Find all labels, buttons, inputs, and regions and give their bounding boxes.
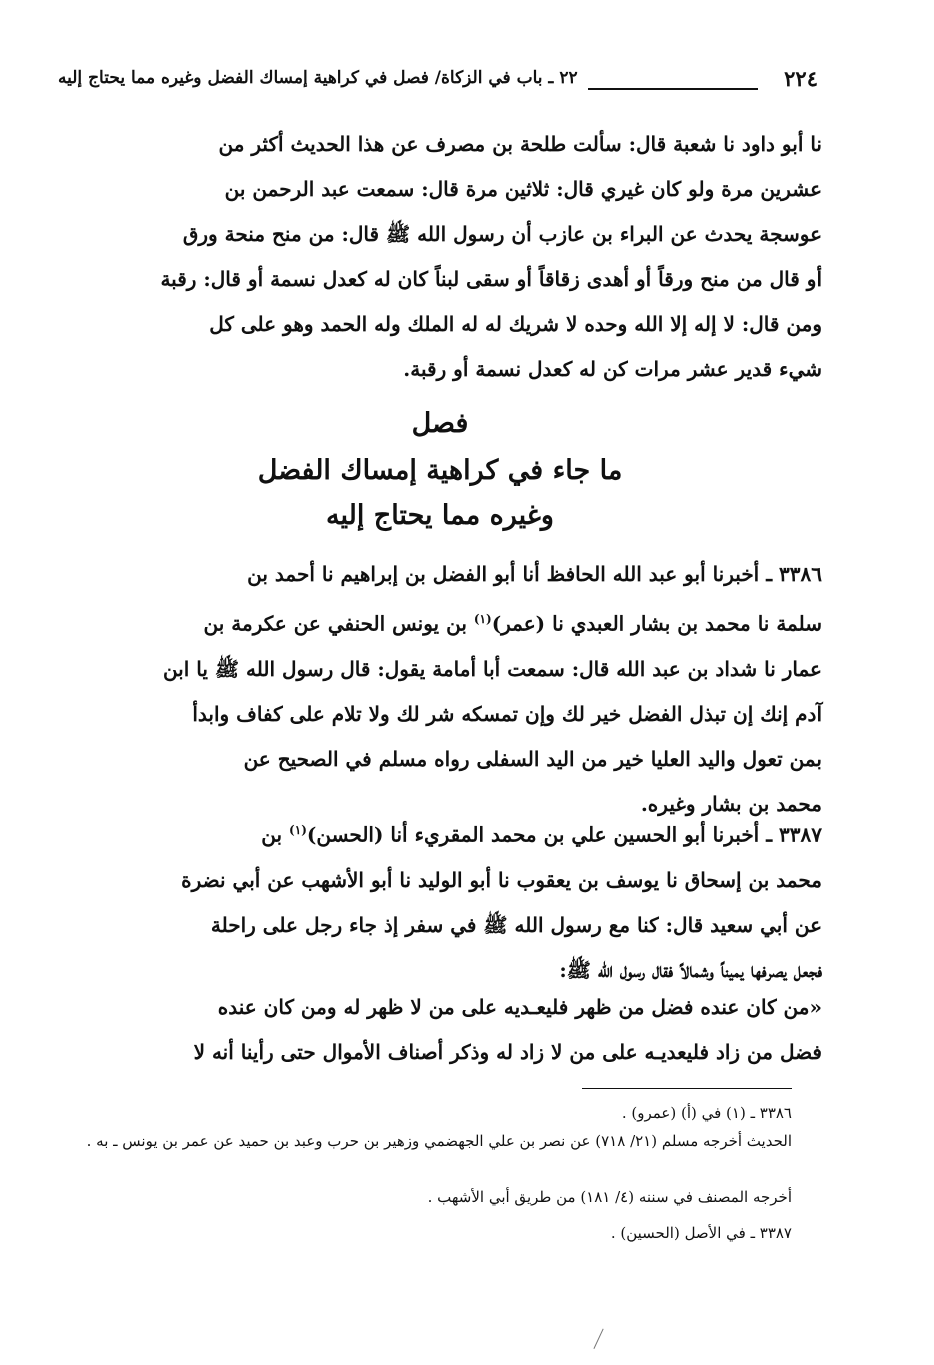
footnote-3386-source [80, 1128, 814, 1154]
footnote-marker: (١) [289, 823, 307, 837]
text-run: ـ أخبرنا أبو الحسين علي بن محمد المقريء أنا (الحسن) [306, 822, 773, 847]
hadith-3386 [58, 552, 822, 827]
running-title: ٢٢ ـ باب في الزكاة/ فصل في كراهية إمساك الفضل وغيره مما يحتاج إليه [58, 68, 578, 88]
top-paragraph [58, 122, 822, 392]
text-line: آدم إنك إن تبذل الفضل خير لك وإن تمسكه شر لك ولا تلام على كفاف وابدأ [192, 701, 822, 726]
text-line: محمد بن بشار وغيره. [640, 791, 822, 816]
footnote-3386-1 [80, 1100, 792, 1126]
text-line: فجعل يصرفها يميناً وشمالاً فقال رسول الله ﷺ: [559, 957, 822, 982]
text-line: أو قال من منح ورقاً أو أهدى زقاقاً أو سقى لبناً كان له كعدل نسمة أو قال: رقبة [160, 267, 822, 291]
text-run: بن [261, 822, 283, 847]
scan-mark [593, 1329, 604, 1350]
text-line: ومن قال: لا إله إلا الله وحده لا شريك له له الملك وله الحمد وهو على كل [209, 312, 822, 336]
footnote-3386-author [80, 1184, 814, 1210]
text-line: «من كان عنده فضل من ظهر فليعـديه على من لا ظهر له ومن كان عنده [217, 995, 822, 1019]
hadith-number: ٣٣٨٦ [779, 562, 822, 586]
text-line [58, 808, 822, 858]
section-heading: فصل [411, 408, 469, 439]
quote-paragraph [58, 985, 822, 1075]
footnote-rule [582, 1088, 792, 1089]
text-line: فضل من زاد فليعديـه على من لا زاد له وذكر أصناف الأموال حتى رأينا أنه لا [193, 1040, 822, 1064]
section-title: ما جاء في كراهية إمساك الفضل [257, 455, 623, 486]
text-line [58, 597, 822, 647]
text-line: محمد بن إسحاق نا يوسف بن يعقوب نا أبو الوليد نا أبو الأشهب عن أبي نضرة [181, 867, 822, 892]
text-run: ـ أخبرنا أبو عبد الله الحافظ أنا أبو الفضل بن إبراهيم نا أحمد بن [247, 562, 773, 586]
section-subtitle: وغيره مما يحتاج إليه [326, 500, 554, 531]
footnote-marker: (١) [473, 612, 492, 626]
text-line: عن أبي سعيد قال: كنا مع رسول الله ﷺ في سفر إذ جاء رجل على راحلة [210, 912, 822, 937]
text-line: عوسجة يحدث عن البراء بن عازب أن رسول الله ﷺ قال: من منح منحة ورق [182, 222, 822, 246]
text-run: بن يونس الحنفي عن عكرمة بن [203, 611, 467, 636]
footnote-text: ٣٣٨٧ ـ في الأصل (الحسين) . [610, 1224, 792, 1242]
text-line [58, 552, 822, 597]
text-line: شيء قدير عشر مرات كن له كعدل نسمة أو رقبة. [403, 357, 822, 381]
footnote-text: الحديث أخرجه مسلم (٢١/ ٧١٨) عن نصر بن علي الجهضمي وزهير بن حرب وعبد بن حميد عن عمر بن يونس ـ به . [86, 1132, 792, 1150]
hadith-3387 [58, 808, 822, 993]
page-number: ٢٢٤ [784, 66, 818, 91]
footnote-3387 [80, 1220, 792, 1246]
page-header [58, 66, 818, 106]
footnote-text: أخرجه المصنف في سننه (٤/ ١٨١) من طريق أبي الأشهب . [427, 1188, 792, 1206]
text-line: بمن تعول واليد العليا خير من اليد السفلى رواه مسلم في الصحيح عن [243, 746, 822, 771]
text-run: سلمة نا محمد بن بشار العبدي نا (عمر) [491, 611, 822, 636]
text-line: عشرين مرة ولو كان غيري قال: ثلاثين مرة قال: سمعت عبد الرحمن بن [224, 177, 822, 201]
footnote-text: ٣٣٨٦ ـ (١) في (أ) (عمرو) . [621, 1104, 792, 1122]
text-line: عمار نا شداد بن عبد الله قال: سمعت أبا أمامة يقول: قال رسول الله ﷺ يا ابن [162, 656, 822, 681]
header-rule [588, 88, 758, 90]
hadith-number: ٣٣٨٧ [779, 822, 822, 847]
text-line: نا أبو داود نا شعبة قال: سألت طلحة بن مصرف عن هذا الحديث أكثر من [218, 132, 822, 156]
